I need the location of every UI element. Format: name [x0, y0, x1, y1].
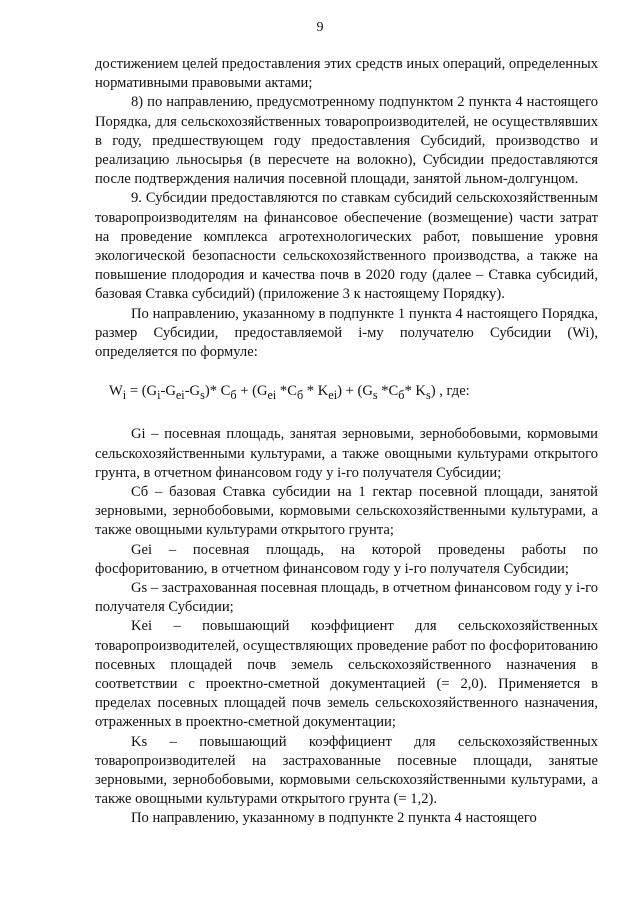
document-body — [95, 55, 598, 829]
paragraph-item-8: 8) по направлению, предусмотренному подпунктом 2 пункта 4 настоящего Порядка, для сельскохозяйственных товаропроизводителей, не осуществлявших в году, предшествующем году предоставления Субсидий, производство и реализацию льносырья (в пересчете на волокно), Субсидии предоставляются после подтверждения наличия посевной площади, занятой льном-долгунцом. — [95, 94, 598, 188]
definition-gs: Gs – застрахованная посевная площадь, в отчетном финансовом году у i-го получателя Субсидии; — [95, 579, 598, 616]
definition-kei: Kei – повышающий коэффициент для сельскохозяйственных товаропроизводителей, осуществляющих проведение работ по фосфоритованию посевных площадей почв земель сельскохозяйственного назначения в соответствии с проектно-сметной документацией (= 2,0). Применяется в пределах посевных площадей почв земель сельскохозяйственного назначения, отраженных в проектно-сметной документации; — [95, 618, 598, 731]
page-number: 9 — [316, 20, 324, 35]
paragraph-item-9: 9. Субсидии предоставляются по ставкам субсидий сельскохозяйственным товаропроизводителям на финансовое обеспечение (возмещение) части затрат на проведение комплекса агротехнологических работ, повышение уровня экологической безопасности сельскохозяйственного производства, а также на повышение плодородия и качества почв в 2020 году (далее – Ставка субсидий, базовая Ставка субсидий) (приложение 3 к настоящему Порядку). — [95, 190, 598, 303]
definition-gei: Gei – посевная площадь, на которой проведены работы по фосфоритованию, в отчетном финансовом году у i-го получателя Субсидии; — [95, 541, 598, 577]
subsidy-formula: $W_i = (G_i-G_{ei}-G_s)*$ $C_б + (G_{ei}$ $*C_б * K_{ei}) + (G_s$ $*C_б*$ $K_s$) , где: — [109, 383, 470, 403]
definition-cb: Cб – базовая Ставка субсидии на 1 гектар посевной площади, занятой зерновыми, зернобобовыми, кормовыми сельскохозяйственными культурами, а также овощными культурами открытого грунта; — [95, 483, 598, 539]
definition-gi: Gi – посевная площадь, занятая зерновыми, зернобобовыми, кормовыми сельскохозяйственными культурами, а также овощными культурами открытого грунта, в отчетном финансовом году у i-го получателя Субсидии; — [95, 426, 598, 481]
paragraph-direction-2: По направлению, указанному в подпункте 2 пункта 4 настоящего — [131, 810, 537, 827]
paragraph-direction-1: По направлению, указанному в подпункте 1 пункта 4 настоящего Порядка, размер Субсидии, предоставляемой i-му получателю Субсидии (Wi), определяется по формуле: — [95, 305, 598, 361]
paragraph-continuation: достижением целей предоставления этих средств иных операций, определенных нормативными правовыми актами; — [95, 56, 598, 92]
definition-ks: Ks – повышающий коэффициент для сельскохозяйственных товаропроизводителей на застрахованные посевные площади, занятые зерновыми, зернобобовыми, кормовыми сельскохозяйственными культурами, а также овощными культурами открытого грунта (= 1,2). — [95, 733, 598, 808]
